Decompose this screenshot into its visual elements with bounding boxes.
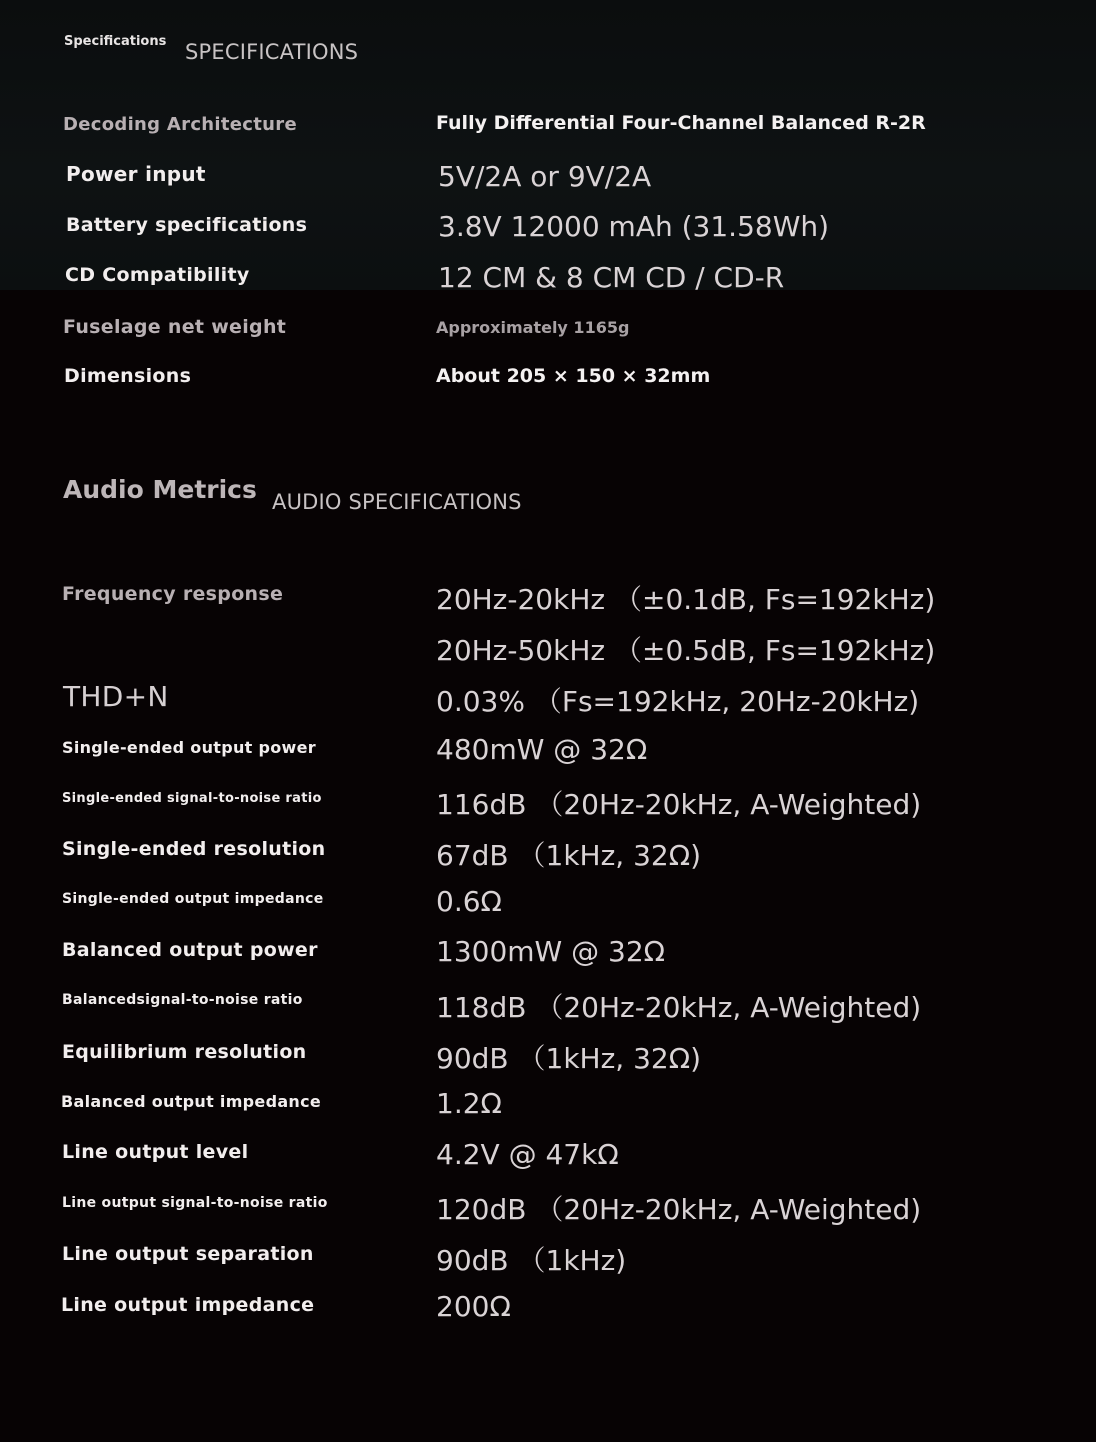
audio-label-equilibrium-resolution: Equilibrium resolution (62, 1041, 307, 1063)
spec-value-decoding: Fully Differential Four-Channel Balanced R-2R (436, 112, 926, 134)
audio-metrics-title: Audio Metrics (63, 475, 257, 504)
audio-value-equilibrium-resolution: 90dB （1kHz, 32Ω) (436, 1042, 702, 1075)
audio-value-bal-snr: 118dB （20Hz-20kHz, A-Weighted) (436, 991, 922, 1024)
audio-label-se-snr: Single-ended signal-to-noise ratio (62, 791, 322, 806)
audio-label-bal-output-power: Balanced output power (62, 939, 318, 961)
audio-value-line-output-impedance: 200Ω (436, 1290, 511, 1323)
audio-label-line-output-snr: Line output signal-to-noise ratio (62, 1195, 328, 1211)
audio-value-frequency-response-1: 20Hz-20kHz （±0.1dB, Fs=192kHz) (436, 583, 936, 616)
audio-label-se-resolution: Single-ended resolution (62, 838, 326, 860)
specifications-small-title: Specifications (64, 34, 167, 49)
audio-label-line-output-level: Line output level (62, 1141, 249, 1163)
audio-label-thdn: THD+N (63, 680, 169, 713)
audio-specifications-caps-title: AUDIO SPECIFICATIONS (272, 490, 522, 514)
audio-label-bal-output-impedance: Balanced output impedance (61, 1092, 322, 1111)
spec-label-dimensions: Dimensions (64, 365, 192, 387)
audio-value-line-output-snr: 120dB （20Hz-20kHz, A-Weighted) (436, 1193, 922, 1226)
audio-value-se-resolution: 67dB （1kHz, 32Ω) (436, 839, 702, 872)
audio-label-line-output-impedance: Line output impedance (61, 1294, 315, 1316)
spec-value-battery: 3.8V 12000 mAh (31.58Wh) (438, 210, 830, 243)
audio-label-se-output-power: Single-ended output power (62, 738, 316, 757)
spec-label-power-input: Power input (66, 162, 206, 186)
spec-label-battery: Battery specifications (66, 214, 308, 236)
audio-value-line-output-level: 4.2V @ 47kΩ (436, 1138, 619, 1171)
audio-value-frequency-response-2: 20Hz-50kHz （±0.5dB, Fs=192kHz) (436, 634, 936, 667)
specifications-caps-title: SPECIFICATIONS (185, 40, 359, 64)
spec-value-weight: Approximately 1165g (436, 318, 630, 337)
audio-value-bal-output-power: 1300mW @ 32Ω (436, 935, 666, 968)
spec-value-cd-compat: 12 CM & 8 CM CD / CD-R (438, 261, 785, 294)
audio-label-line-output-separation: Line output separation (62, 1243, 314, 1265)
audio-value-line-output-separation: 90dB （1kHz) (436, 1244, 627, 1277)
audio-value-se-output-impedance: 0.6Ω (436, 885, 502, 918)
spec-label-cd-compat: CD Compatibility (65, 264, 250, 286)
audio-value-se-output-power: 480mW @ 32Ω (436, 733, 648, 766)
audio-label-bal-snr: Balancedsignal-to-noise ratio (62, 992, 303, 1008)
audio-label-frequency-response: Frequency response (62, 583, 284, 605)
spec-label-weight: Fuselage net weight (63, 316, 287, 338)
spec-label-decoding: Decoding Architecture (63, 114, 297, 135)
spec-value-dimensions: About 205 × 150 × 32mm (436, 365, 711, 387)
audio-value-thdn: 0.03% （Fs=192kHz, 20Hz-20kHz) (436, 685, 920, 718)
audio-value-bal-output-impedance: 1.2Ω (436, 1087, 502, 1120)
audio-value-se-snr: 116dB （20Hz-20kHz, A-Weighted) (436, 788, 922, 821)
audio-label-se-output-impedance: Single-ended output impedance (62, 891, 324, 907)
spec-value-power-input: 5V/2A or 9V/2A (438, 160, 652, 193)
